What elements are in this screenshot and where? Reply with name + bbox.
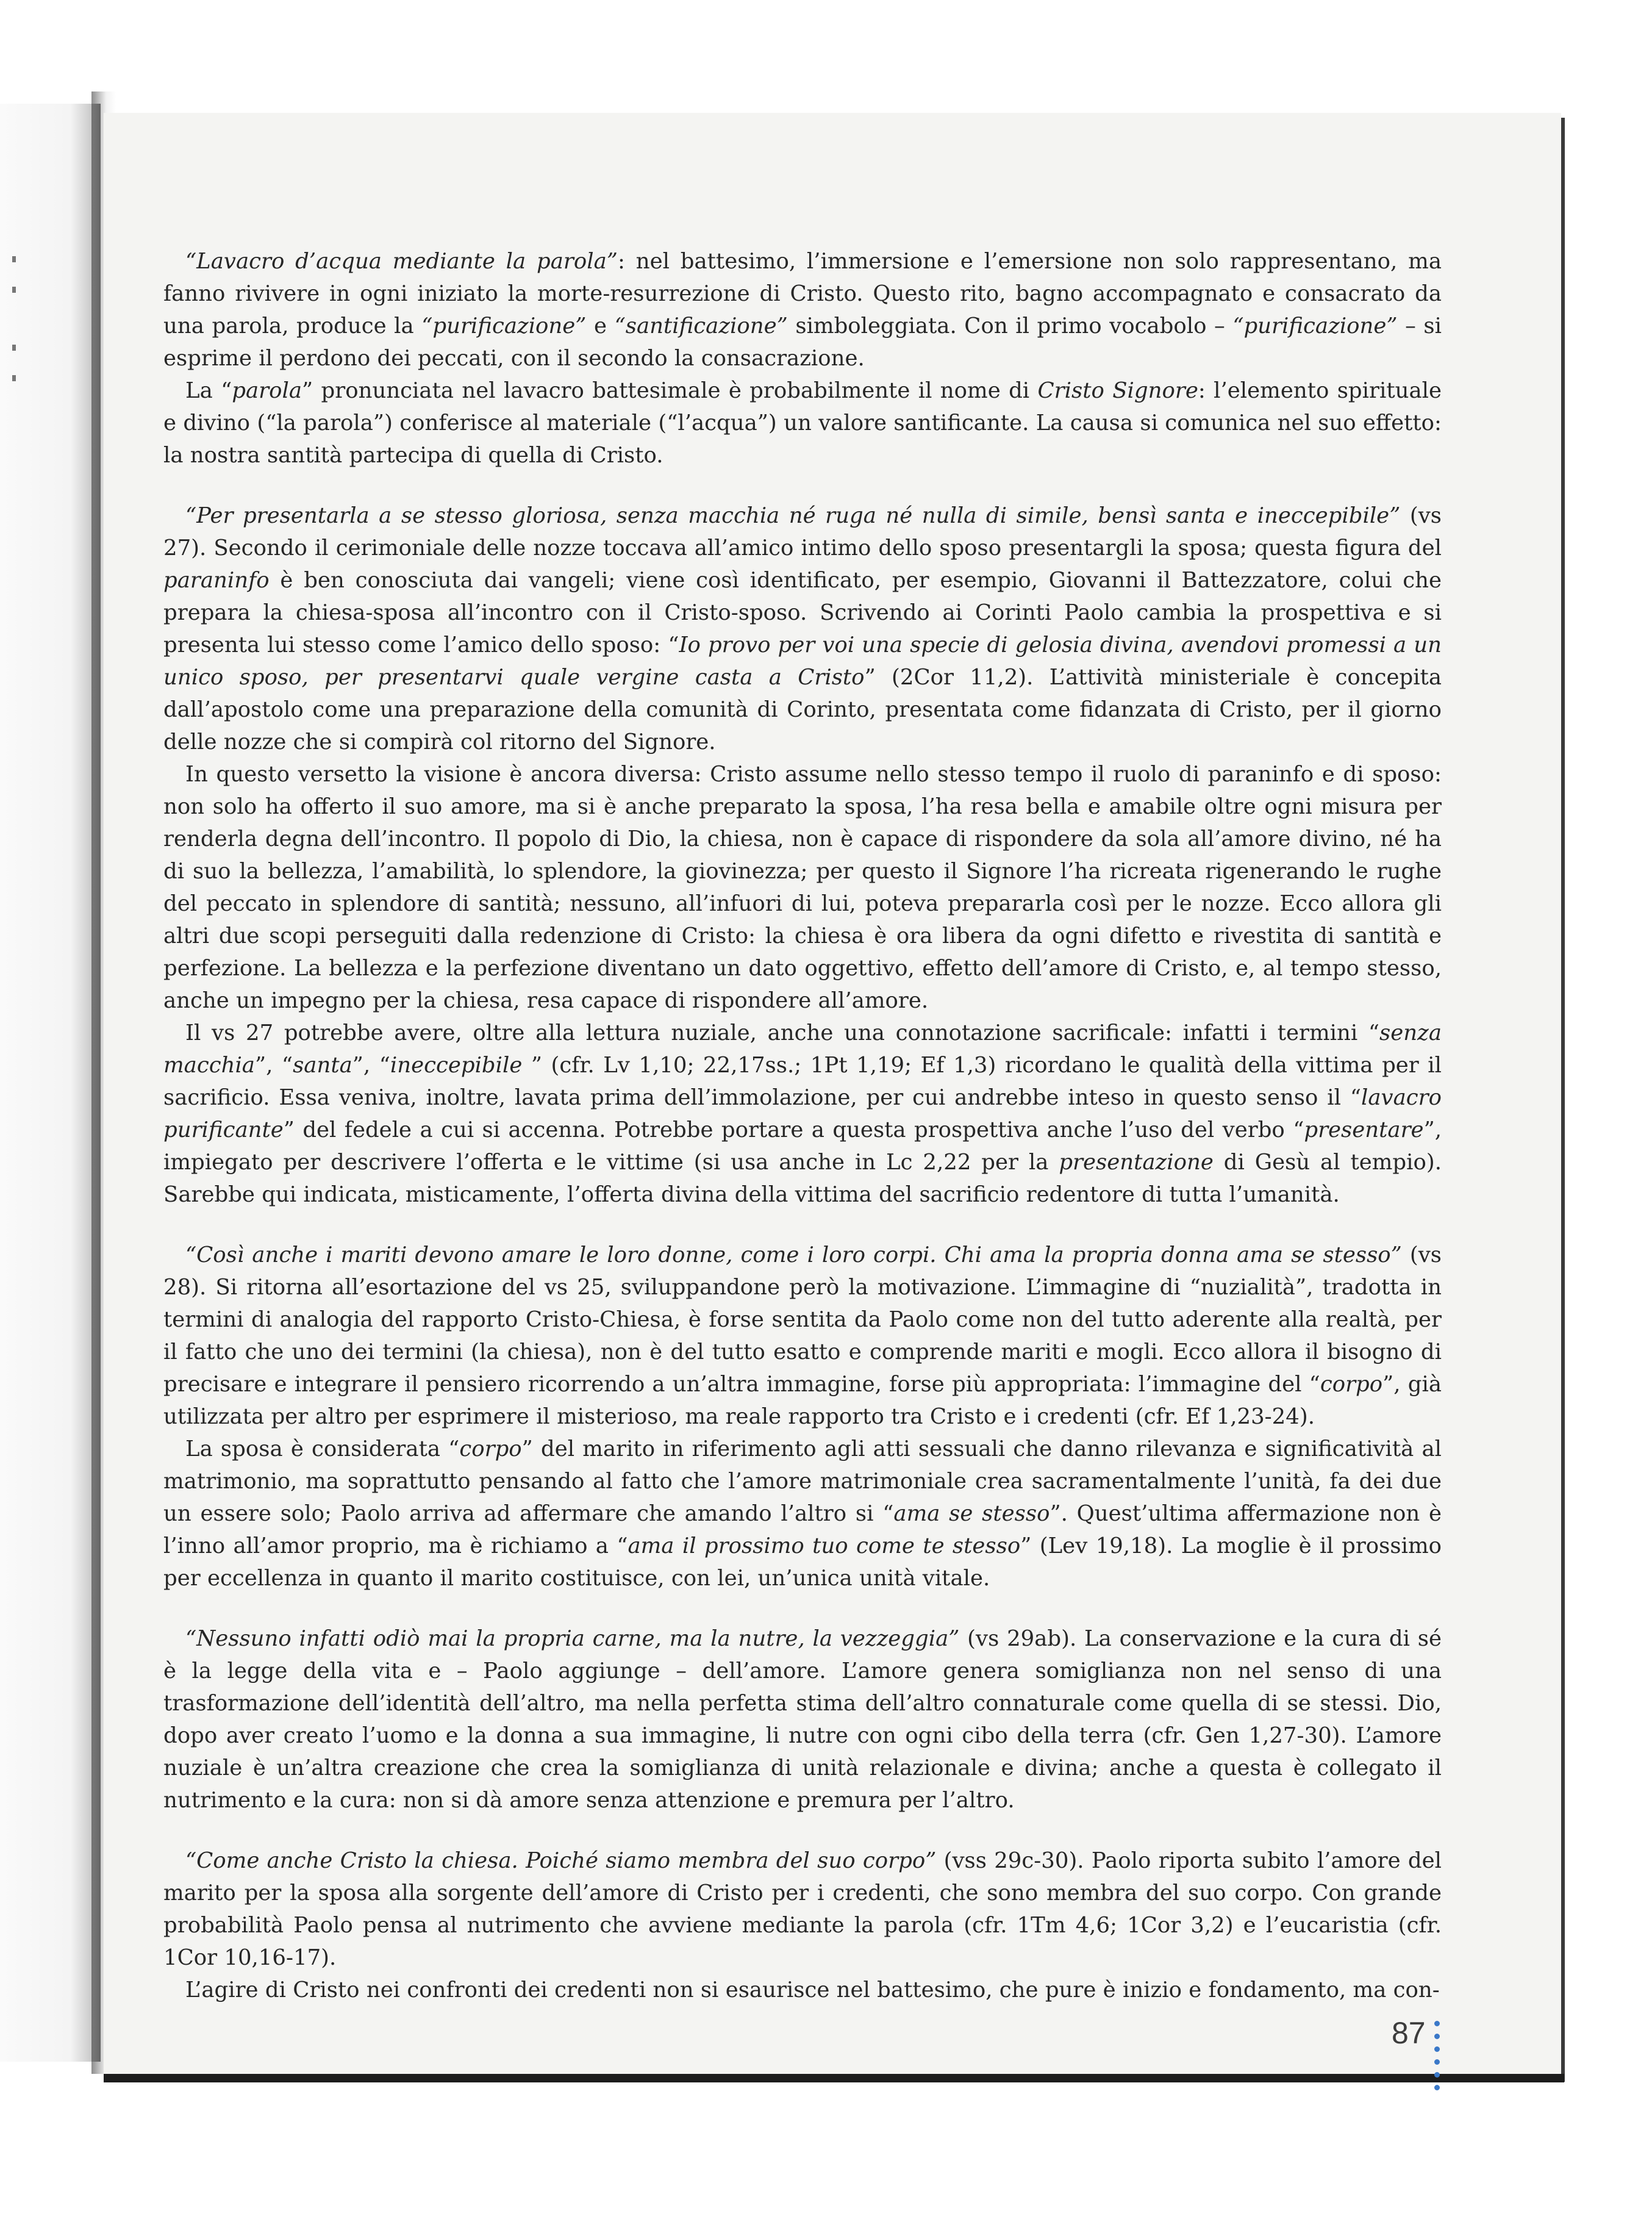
text-run: In questo versetto la visione è ancora diversa: Cristo assume nello stesso tempo il ruolo di paraninfo e di sposo: non solo ha offerto il suo amore, ma si è anche preparato la sposa, l’ha resa bella e amabile oltre ogni misura per renderla degna dell’incontro. Il popolo di Dio, la chiesa, non è capace di rispondere da sola all’amore divino, né ha di suo la bellezza, l’amabilità, lo splendore, la giovinezza; per questo il Signore l’ha ricreata rigenerando le rughe del peccato in splendore di santità; nessuno, all’infuori di lui, poteva prepararla così per le nozze. Ecco allora gli altri due scopi perseguiti dalla redenzione di Cristo: la chiesa è ora libera da ogni difetto e rivestita di santità e perfezione. La bellezza e la perfezione diventano un dato oggettivo, effetto dell’amore di Cristo, e, al tempo stesso, anche un impegno per la chiesa, resa capace di rispondere all’amore. <box>163 762 1442 1013</box>
text-run: simboleggiata. Con il primo vocabolo – <box>787 314 1233 339</box>
text-run: ”. Quest’ultima affermazione non è l’inno all’amor proprio, ma è richiamo a “ <box>163 1501 1442 1558</box>
text-run: ” pronunciata nel lavacro battesimale è probabilmente il nome di <box>302 378 1038 403</box>
margin-mark <box>12 256 16 262</box>
paragraph <box>163 1017 1442 1211</box>
margin-mark <box>12 375 16 381</box>
italic-text-run: ineccepibile <box>390 1053 523 1078</box>
italic-text-run: parola <box>232 378 302 403</box>
italic-text-run: “Così anche i mariti devono amare le loro donne, come i loro corpi. Chi ama la propria donna ama se stesso” <box>185 1242 1402 1268</box>
italic-text-run: “santificazione” <box>614 314 788 339</box>
text-run: – si esprime il perdono dei peccati, con il secondo la consacrazione. <box>163 314 1442 371</box>
text-run: ” (cfr. Lv 1,10; 22,17ss.; 1Pt 1,19; Ef 1,3) ricordano le qualità della vittima per il sacrificio. Essa veniva, inoltre, lavata prima dell’immolazione, per cui andrebbe inteso in questo senso il “ <box>163 1053 1442 1110</box>
italic-text-run: ama se stesso <box>893 1501 1050 1526</box>
margin-mark <box>12 287 16 293</box>
text-run: ” del fedele a cui si accenna. Potrebbe portare a questa prospettiva anche l’uso del verbo “ <box>283 1117 1304 1142</box>
italic-text-run: “purificazione” <box>1232 314 1398 339</box>
margin-mark <box>12 345 16 351</box>
text-run: ” (2Cor 11,2). L’attività ministeriale è concepita dall’apostolo come una preparazione della comunità di Corinto, presentata come fidanzata di Cristo, per il giorno delle nozze che si compirà col ritorno del Signore. <box>163 665 1442 755</box>
text-run: (vss 29c-30). Paolo riporta subito l’amore del marito per la sposa alla sorgente dell’amore di Cristo per i credenti, che sono membra del suo corpo. Con grande probabilità Paolo pensa al nutrimento che avviene mediante la parola (cfr. 1Tm 4,6; 1Cor 3,2) e l’eucaristia (cfr. 1Cor 10,16-17). <box>163 1848 1442 1970</box>
text-run: ”, “ <box>254 1053 293 1078</box>
text-run: di Gesù al tempio). Sarebbe qui indicata, misticamente, l’offerta divina della vittima del sacrificio redentore di tutta l’umanità. <box>163 1150 1442 1207</box>
italic-text-run: presentare <box>1304 1117 1424 1142</box>
text-run: Il vs 27 potrebbe avere, oltre alla lettura nuziale, anche una connotazione sacrificale: infatti i termini “ <box>185 1020 1380 1045</box>
paragraph <box>163 1623 1442 1816</box>
italic-text-run: presentazione <box>1059 1150 1214 1175</box>
paragraph <box>163 500 1442 758</box>
text-run: L’agire di Cristo nei confronti dei credenti non si esaurisce nel battesimo, che pure è inizio e fondamento, ma con- <box>185 1978 1440 2003</box>
paragraph <box>163 1845 1442 1974</box>
italic-text-run: “Nessuno infatti odiò mai la propria carne, ma la nutre, la vezzeggia” <box>185 1626 960 1651</box>
italic-text-run: “Per presentarla a se stesso gloriosa, senza macchia né ruga né nulla di simile, bensì santa e ineccepibile” <box>185 503 1401 528</box>
italic-text-run: “Lavacro d’acqua mediante la parola” <box>185 249 618 274</box>
paragraph <box>163 1433 1442 1594</box>
text-run: e <box>586 314 615 339</box>
text-run: La “ <box>185 378 232 403</box>
page-number: 87 <box>1392 2016 1426 2050</box>
text-run: ” (Lev 19,18). La moglie è il prossimo per eccellenza in quanto il marito costituisce, con lei, un’unica unità vitale. <box>163 1533 1442 1591</box>
italic-text-run: lavacro purificante <box>163 1085 1442 1142</box>
italic-text-run: santa <box>293 1053 352 1078</box>
paragraph <box>163 1974 1442 2006</box>
text-run: ”, già utilizzata per altro per esprimere il misterioso, ma reale rapporto tra Cristo e i credenti (cfr. Ef 1,23-24). <box>163 1372 1442 1429</box>
paragraph <box>163 758 1442 1017</box>
text-run: La sposa è considerata “ <box>185 1436 460 1461</box>
body-text <box>163 245 1442 2006</box>
page-bottom-edge <box>104 2074 1564 2082</box>
paragraph <box>163 375 1442 472</box>
text-run: (vs 29ab). La conservazione e la cura di sé è la legge della vita e – Paolo aggiunge – dell’amore. L’amore genera somiglianza non nel senso di una trasformazione dell’identità dell’altro, ma nella perfetta stima dell’altro connaturale come quella di se stessi. Dio, dopo aver creato l’uomo e la donna a sua immagine, li nutre con ogni cibo della terra (cfr. Gen 1,27-30). L’amore nuziale è un’altra creazione che crea la somiglianza di unità relazionale e divina; anche a questa è collegato il nutrimento e la cura: non si dà amore senza attenzione e premura per l’altro. <box>163 1626 1442 1813</box>
previous-page-edge <box>0 104 101 2062</box>
paragraph <box>163 1239 1442 1433</box>
text-run: ” del marito in riferimento agli atti sessuali che danno rilevanza e significatività al matrimonio, ma soprattutto pensando al fatto che l’amore matrimoniale crea sacramentalmente l’unità, fa dei due un essere solo; Paolo arriva ad affermare che amando l’altro si “ <box>163 1436 1442 1526</box>
italic-text-run: Io provo per voi una specie di gelosia divina, avendovi promessi a un unico sposo, per presentarvi quale vergine casta a Cristo <box>163 633 1442 690</box>
text-run: : nel battesimo, l’immersione e l’emersione non solo rappresentano, ma fanno rivivere in ogni iniziato la morte-resurrezione di Cristo. Questo rito, bagno accompagnato e consacrato da una parola, produce la <box>163 249 1442 339</box>
italic-text-run: corpo <box>459 1436 522 1461</box>
italic-text-run: ama il prossimo tuo come te stesso <box>628 1533 1021 1558</box>
italic-text-run: Cristo Signore <box>1037 378 1198 403</box>
text-run: (vs 27). Secondo il cerimoniale delle nozze toccava all’amico intimo dello sposo presentargli la sposa; questa figura del <box>163 503 1442 561</box>
text-run: (vs 28). Si ritorna all’esortazione del vs 25, sviluppandone però la motivazione. L’immagine di “nuzialità”, tradotta in termini di analogia del rapporto Cristo-Chiesa, è forse sentita da Paolo come non del tutto aderente alla realtà, per il fatto che uno dei termini (la chiesa), non è del tutto esatto e comprende mariti e mogli. Ecco allora il bisogno di precisare e integrare il pensiero ricorrendo a un’altra immagine, forse più appropriata: l’immagine del “ <box>163 1242 1442 1397</box>
italic-text-run: corpo <box>1320 1372 1383 1397</box>
italic-text-run: paraninfo <box>163 568 270 593</box>
paragraph <box>163 245 1442 375</box>
text-run: : l’elemento spirituale e divino (“la parola”) conferisce al materiale (“l’acqua”) un valore santificante. La causa si comunica nel suo effetto: la nostra santità partecipa di quella di Cristo. <box>163 378 1442 468</box>
italic-text-run: “purificazione” <box>421 314 587 339</box>
text-run: ”, “ <box>352 1053 390 1078</box>
text-run: ”, impiegato per descrivere l’offerta e le vittime (si usa anche in Lc 2,22 per la <box>163 1117 1442 1175</box>
italic-text-run: senza macchia <box>163 1020 1442 1078</box>
folio-dots-ornament <box>1434 2021 1440 2098</box>
text-run: è ben conosciuta dai vangeli; viene così identificato, per esempio, Giovanni il Battezzatore, colui che prepara la chiesa-sposa all’incontro con il Cristo-sposo. Scrivendo ai Corinti Paolo cambia la prospettiva e si presenta lui stesso come l’amico dello sposo: “ <box>163 568 1442 658</box>
italic-text-run: “Come anche Cristo la chiesa. Poiché siamo membra del suo corpo” <box>185 1848 937 1873</box>
